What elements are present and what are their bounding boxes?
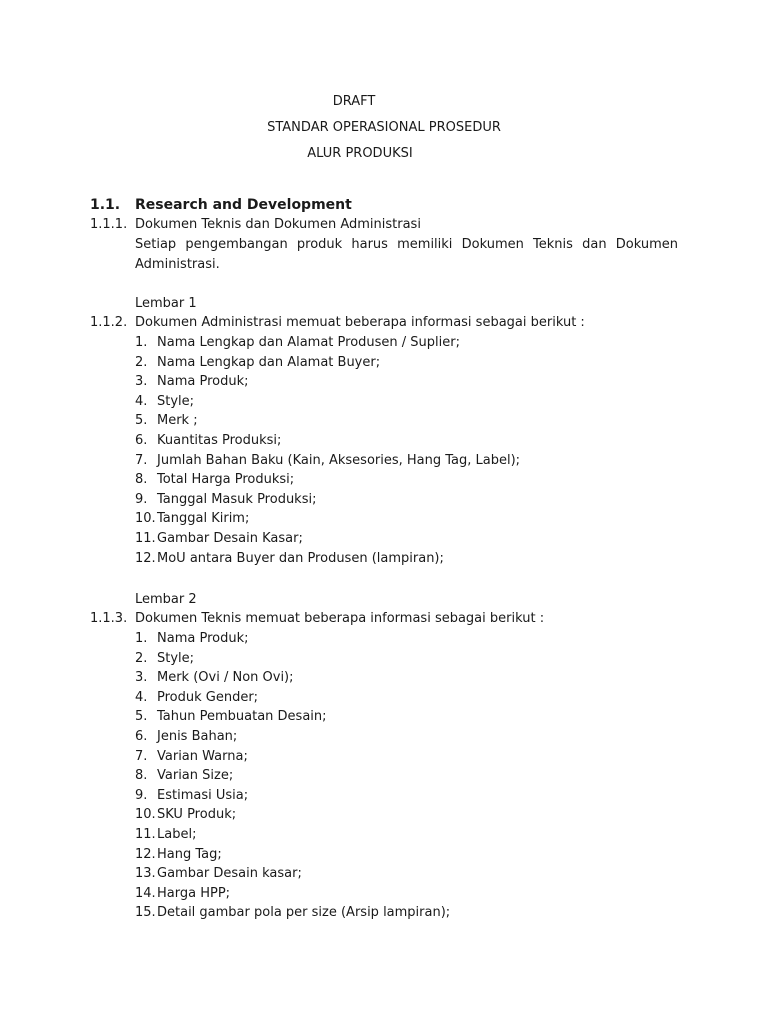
list-item-text: Total Harga Produksi; <box>157 472 295 488</box>
list-item-number: 4. <box>135 393 148 409</box>
list-item <box>135 629 450 649</box>
administrasi-list <box>135 333 520 568</box>
list-item <box>135 509 520 529</box>
list-item-text: SKU Produk; <box>157 807 237 823</box>
list-item <box>135 392 520 412</box>
list-item-number: 3. <box>135 670 148 686</box>
doc-title-sop: STANDAR OPERASIONAL PROSEDUR <box>267 120 501 135</box>
list-item <box>135 825 450 845</box>
list-item-text: Nama Lengkap dan Alamat Produsen / Suplier; <box>157 335 460 350</box>
list-item <box>135 470 520 490</box>
list-item-number: 13. <box>135 866 156 882</box>
lembar-1-label: Lembar 1 <box>135 296 197 311</box>
list-item-text: Detail gambar pola per size (Arsip lampiran); <box>157 905 451 921</box>
list-item-number: 5. <box>135 709 148 725</box>
list-item-text: Tahun Pembuatan Desain; <box>157 709 327 725</box>
list-item-number: 2. <box>135 650 148 666</box>
list-item <box>135 431 520 451</box>
list-item-number: 11. <box>135 826 156 842</box>
list-item <box>135 727 450 747</box>
list-item <box>135 668 450 688</box>
list-item-number: 2. <box>135 354 148 370</box>
list-item-number: 12. <box>135 550 156 566</box>
list-item-text: Hang Tag; <box>157 846 222 862</box>
list-item-text: Tanggal Kirim; <box>157 511 250 527</box>
doc-title-draft: DRAFT <box>332 94 376 109</box>
list-item <box>135 411 520 431</box>
list-item <box>135 688 450 708</box>
list-item-text: Estimasi Usia; <box>157 787 249 803</box>
list-item <box>135 649 450 669</box>
subsection-3-number: 1.1.3. <box>90 611 128 626</box>
list-item-number: 1. <box>135 631 148 646</box>
list-item-number: 7. <box>135 748 148 764</box>
list-item-number: 5. <box>135 413 148 429</box>
list-item <box>135 884 450 904</box>
list-item-number: 9. <box>135 491 148 507</box>
list-item-text: Produk Gender; <box>157 689 259 705</box>
list-item-number: 15. <box>135 905 156 921</box>
list-item-number: 6. <box>135 728 148 744</box>
list-item-number: 3. <box>135 374 148 390</box>
list-item <box>135 490 520 510</box>
subsection-3-title: Dokumen Teknis memuat beberapa informasi sebagai berikut : <box>135 611 545 626</box>
list-item-text: Varian Size; <box>157 768 234 784</box>
subsection-2-title: Dokumen Administrasi memuat beberapa informasi sebagai berikut : <box>135 315 585 330</box>
list-item-number: 10. <box>135 511 156 527</box>
list-item-text: Kuantitas Produksi; <box>157 432 282 448</box>
list-item-text: Style; <box>157 393 195 409</box>
list-item-number: 6. <box>135 432 148 448</box>
list-item-number: 1. <box>135 335 148 350</box>
list-item-text: Tanggal Masuk Produksi; <box>157 491 317 507</box>
section-number: 1.1. <box>90 197 121 213</box>
section-title: Research and Development <box>135 197 352 213</box>
list-item-text: Nama Produk; <box>157 374 249 390</box>
subsection-1-paragraph: Setiap pengembangan produk harus memiliki Dokumen Teknis dan Dokumen Administrasi. <box>135 237 678 272</box>
list-item-text: Harga HPP; <box>157 885 231 901</box>
list-item-text: Gambar Desain Kasar; <box>157 530 303 546</box>
list-item <box>135 529 520 549</box>
list-item-number: 4. <box>135 689 148 705</box>
list-item-number: 14. <box>135 885 156 901</box>
list-item-text: Nama Lengkap dan Alamat Buyer; <box>157 354 381 370</box>
list-item-number: 8. <box>135 472 148 488</box>
lembar-2-label: Lembar 2 <box>135 592 197 607</box>
subsection-2-number: 1.1.2. <box>90 315 128 330</box>
list-item-text: Jumlah Bahan Baku (Kain, Aksesories, Hang Tag, Label); <box>157 452 521 468</box>
list-item <box>135 747 450 767</box>
list-item-text: Merk (Ovi / Non Ovi); <box>157 670 294 686</box>
list-item-text: Merk ; <box>157 413 198 429</box>
list-item <box>135 451 520 471</box>
subsection-1-title: Dokumen Teknis dan Dokumen Administrasi <box>135 217 421 232</box>
list-item-number: 7. <box>135 452 148 468</box>
list-item <box>135 903 450 923</box>
list-item-number: 10. <box>135 807 156 823</box>
list-item-number: 8. <box>135 768 148 784</box>
list-item-number: 12. <box>135 846 156 862</box>
list-item-text: Label; <box>157 826 197 842</box>
list-item <box>135 353 520 373</box>
subsection-1-number: 1.1.1. <box>90 217 128 232</box>
list-item <box>135 549 520 569</box>
list-item <box>135 766 450 786</box>
list-item-text: Nama Produk; <box>157 631 249 646</box>
list-item <box>135 805 450 825</box>
list-item-text: Style; <box>157 650 195 666</box>
list-item <box>135 845 450 865</box>
list-item-text: MoU antara Buyer dan Produsen (lampiran); <box>157 550 444 566</box>
list-item-text: Gambar Desain kasar; <box>157 866 302 882</box>
list-item-number: 11. <box>135 530 156 546</box>
doc-title-alur-produksi: ALUR PRODUKSI <box>307 146 413 161</box>
list-item <box>135 707 450 727</box>
list-item <box>135 864 450 884</box>
list-item-number: 9. <box>135 787 148 803</box>
list-item-text: Jenis Bahan; <box>157 728 238 744</box>
list-item <box>135 372 520 392</box>
teknis-list <box>135 629 450 923</box>
list-item <box>135 786 450 806</box>
list-item <box>135 333 520 353</box>
list-item-text: Varian Warna; <box>157 748 248 764</box>
